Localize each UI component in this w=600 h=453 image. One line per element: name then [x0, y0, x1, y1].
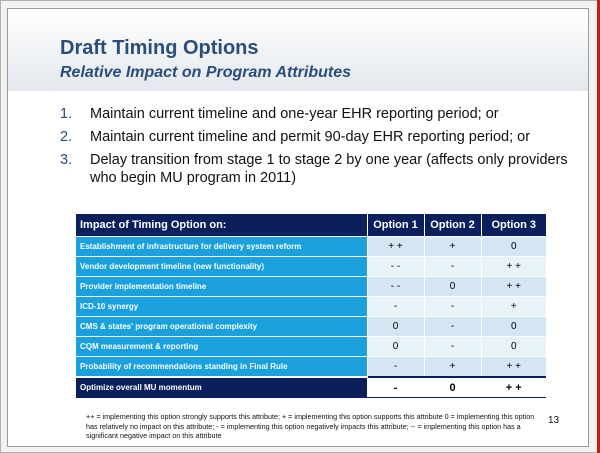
table-row — [76, 257, 546, 277]
row-attribute: Probability of recommendations standing in Final Rule — [76, 357, 367, 378]
list-number: 2. — [60, 129, 73, 145]
table-row — [76, 297, 546, 317]
cell-option-2: + — [424, 357, 481, 378]
cell-option-2: - — [424, 257, 481, 277]
slide — [7, 8, 589, 447]
cell-option-3: + + — [481, 357, 546, 378]
cell-option-3: 0 — [481, 237, 546, 257]
list-item — [60, 151, 570, 187]
list-item — [60, 128, 570, 146]
cell-option-1: - - — [367, 277, 424, 297]
cell-option-2: - — [424, 337, 481, 357]
list-number: 1. — [60, 106, 73, 122]
list-item — [60, 105, 570, 123]
header-option-3: Option 3 — [481, 214, 546, 237]
cell-option-3: 0 — [481, 337, 546, 357]
row-attribute: Optimize overall MU momentum — [76, 377, 367, 398]
row-attribute: CQM measurement & reporting — [76, 337, 367, 357]
row-attribute: Establishment of infrastructure for delivery system reform — [76, 237, 367, 257]
cell-option-2: 0 — [424, 277, 481, 297]
list-text: Maintain current timeline and permit 90-day EHR reporting period; or — [90, 129, 531, 145]
cell-option-3: + + — [481, 257, 546, 277]
row-attribute: Provider implementation timeline — [76, 277, 367, 297]
header-option-2: Option 2 — [424, 214, 481, 237]
cell-option-3: + + — [481, 277, 546, 297]
row-attribute: Vendor development timeline (new functionality) — [76, 257, 367, 277]
legend-note: ++ = implementing this option strongly supports this attribute; + = implementing this option supports this attribute 0 = implementing this option has relatively no impact on this attribute; - = implementing this option negatively impacts this attribute; -- = implementing this option has a significant negative impact on this attribute — [86, 412, 535, 440]
cell-option-1: + + — [367, 237, 424, 257]
cell-option-3: 0 — [481, 317, 546, 337]
row-attribute: CMS & states' program operational complexity — [76, 317, 367, 337]
cell-option-1: 0 — [367, 317, 424, 337]
table-row — [76, 377, 546, 398]
header-attribute: Impact of Timing Option on: — [76, 214, 367, 237]
list-text: Delay transition from stage 1 to stage 2 by one year (affects only providers who begin MU program in 2011) — [90, 152, 568, 186]
table-row — [76, 337, 546, 357]
slide-title: Draft Timing Options — [60, 37, 259, 59]
cell-option-1: - — [367, 377, 424, 398]
cell-option-2: - — [424, 317, 481, 337]
table-row — [76, 317, 546, 337]
table-row — [76, 277, 546, 297]
slide-subtitle: Relative Impact on Program Attributes — [60, 64, 352, 81]
options-list — [60, 105, 570, 192]
cell-option-2: - — [424, 297, 481, 317]
table-row — [76, 237, 546, 257]
table-row — [76, 357, 546, 378]
header-option-1: Option 1 — [367, 214, 424, 237]
cell-option-1: - — [367, 297, 424, 317]
cell-option-3: + + — [481, 377, 546, 398]
table-header-row — [76, 214, 546, 237]
cell-option-2: + — [424, 237, 481, 257]
cell-option-2: 0 — [424, 377, 481, 398]
list-number: 3. — [60, 152, 73, 168]
list-text: Maintain current timeline and one-year EHR reporting period; or — [90, 106, 499, 122]
cell-option-3: + — [481, 297, 546, 317]
impact-table — [76, 214, 546, 398]
cell-option-1: - - — [367, 257, 424, 277]
page-number: 13 — [548, 415, 560, 426]
cell-option-1: - — [367, 357, 424, 378]
row-attribute: ICD-10 synergy — [76, 297, 367, 317]
cell-option-1: 0 — [367, 337, 424, 357]
